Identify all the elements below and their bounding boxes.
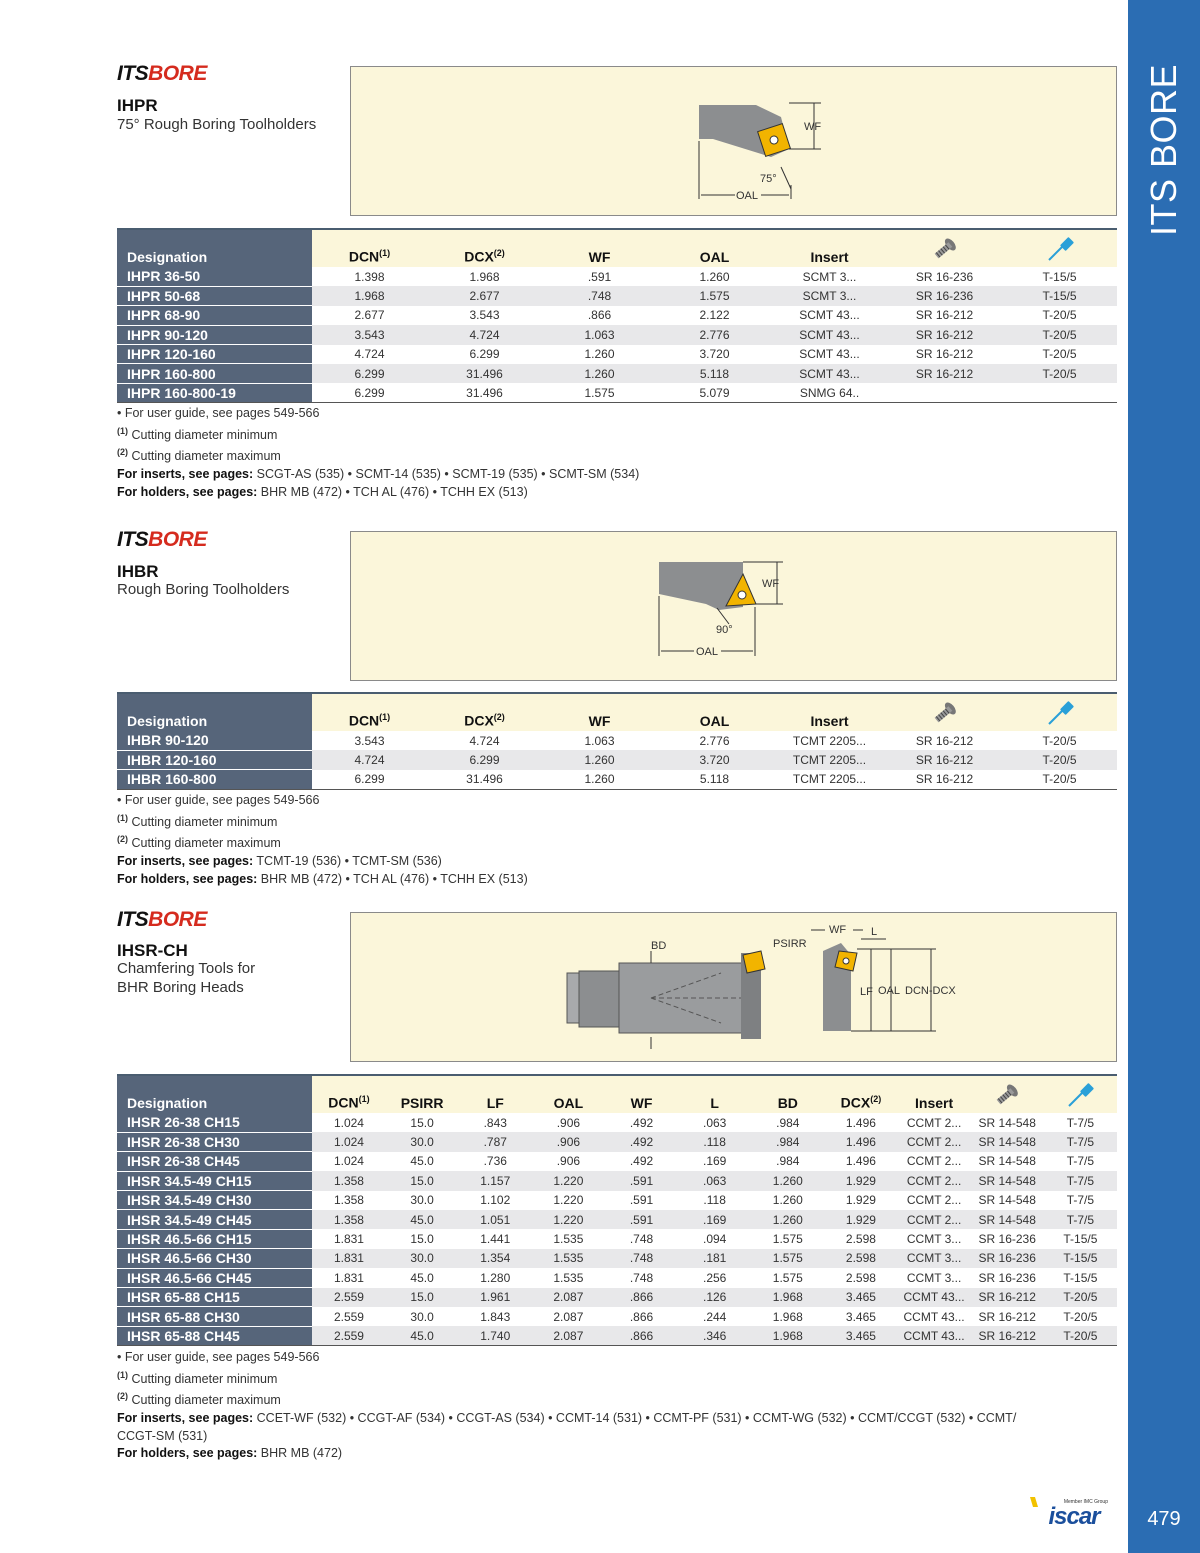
table-cell: .169	[678, 1152, 751, 1171]
table-cell: T-15/5	[1044, 1268, 1117, 1287]
row-designation: IHSR 26-38 CH45	[117, 1152, 312, 1171]
row-designation: IHPR 160-800-19	[117, 383, 312, 402]
table-cell: 1.929	[824, 1210, 897, 1229]
ihbr-diagram	[351, 532, 1118, 682]
table-cell: 1.535	[532, 1249, 605, 1268]
table-cell: SR 16-236	[971, 1229, 1044, 1248]
wf-label: WF	[762, 578, 780, 590]
table-cell: 1.535	[532, 1229, 605, 1248]
table-cell: CCMT 2...	[898, 1113, 971, 1132]
table-row	[117, 1307, 1117, 1326]
table-cell: 1.496	[824, 1113, 897, 1132]
table-cell: 1.740	[459, 1326, 532, 1345]
table-cell: .126	[678, 1288, 751, 1307]
model-title: IHBR	[117, 562, 159, 581]
table-cell: 1.831	[312, 1229, 385, 1248]
table-cell: CCMT 3...	[898, 1268, 971, 1287]
l-label: L	[871, 926, 878, 938]
table-cell: .748	[605, 1249, 678, 1268]
table-cell: 1.260	[751, 1191, 824, 1210]
table-cell: .787	[459, 1132, 532, 1151]
row-designation: IHPR 36-50	[117, 267, 312, 286]
wrench-key-icon	[1065, 1082, 1095, 1108]
lf-label: LF	[860, 986, 873, 998]
table-row	[117, 1326, 1117, 1345]
table-cell: 1.280	[459, 1268, 532, 1287]
table-cell: .591	[605, 1210, 678, 1229]
screw-icon	[992, 1082, 1022, 1108]
table-cell: SR 14-548	[971, 1191, 1044, 1210]
table-cell: .181	[678, 1249, 751, 1268]
table-cell: 1.441	[459, 1229, 532, 1248]
table-cell: 1.220	[532, 1171, 605, 1190]
table-cell: T-20/5	[1044, 1288, 1117, 1307]
table-cell: 1.024	[312, 1152, 385, 1171]
row-designation: IHBR 160-800	[117, 770, 312, 789]
model-title: IHSR-CH	[117, 941, 188, 960]
table-cell: CCMT 2...	[898, 1152, 971, 1171]
col-wf: WF	[605, 1075, 678, 1113]
bd-label: BD	[651, 940, 667, 952]
table-cell: T-7/5	[1044, 1152, 1117, 1171]
table-cell: 1.831	[312, 1268, 385, 1287]
table-cell: .591	[605, 1191, 678, 1210]
col-l: L	[678, 1075, 751, 1113]
table-cell: CCMT 43...	[898, 1288, 971, 1307]
col-oal: OAL	[532, 1075, 605, 1113]
row-designation: IHPR 90-120	[117, 325, 312, 344]
col-designation: Designation	[117, 229, 312, 267]
table-cell: SR 16-236	[971, 1268, 1044, 1287]
row-designation: IHPR 120-160	[117, 345, 312, 364]
wrench-key-icon	[1045, 700, 1075, 726]
ihpr-table: Designation DCN$^{(1)}$ DCX$^{(2)}$ WF OAL Insert IHPR 36-50 1.398 1.968 .591 1.260 SCMT 3... SR 16-236 T-15/5 IHPR 50-68 1.968 2.677 .748 1.575 SCMT 3... SR 16-236 T-15/5 IHPR 68-90 2.677 3.543 .866 2.122 SCMT 43... SR 16-212 T-20/5 IHPR 90-120 3.543 4.724 1.063 2.776 SCMT 43... SR 16-212 T-20/5 IHPR 120-160 4.724 6.299 1.260 3.720 SCMT 43... SR 16-212 T-20/5 IHPR 160-800 6.299 31.496 1.260 5.118 SCMT 43... SR 16-212 T-20/5 IHPR 160-800-19 6.299 31.496 1.575 5.079 SNMG 64..	[117, 228, 1117, 403]
table-cell: 1.968	[751, 1288, 824, 1307]
screw-icon	[930, 236, 960, 262]
table-cell: 1.358	[312, 1191, 385, 1210]
col-key	[1044, 1075, 1117, 1113]
table-cell: 2.598	[824, 1249, 897, 1268]
table-cell: .866	[605, 1326, 678, 1345]
table-cell: 1.157	[459, 1171, 532, 1190]
table-row	[117, 1288, 1117, 1307]
table-cell: 1.929	[824, 1191, 897, 1210]
table-cell: 1.831	[312, 1249, 385, 1268]
model-subtitle: Chamfering Tools for BHR Boring Heads	[117, 960, 256, 996]
table-cell: T-15/5	[1044, 1249, 1117, 1268]
angle-label: 75°	[760, 173, 777, 185]
table-cell: 2.598	[824, 1229, 897, 1248]
col-screw	[971, 1075, 1044, 1113]
table-cell: 1.535	[532, 1268, 605, 1287]
table-cell: T-7/5	[1044, 1132, 1117, 1151]
table-cell: .906	[532, 1113, 605, 1132]
table-cell: 3.465	[824, 1307, 897, 1326]
table-cell: 30.0	[386, 1249, 459, 1268]
col-wf: WF	[542, 693, 657, 731]
col-screw	[887, 693, 1002, 731]
table-cell: T-20/5	[1044, 1326, 1117, 1345]
col-dcx: DCX$^{(2)}$	[427, 229, 542, 267]
table-cell: 2.559	[312, 1307, 385, 1326]
table-cell: SR 14-548	[971, 1171, 1044, 1190]
table-cell: 2.087	[532, 1288, 605, 1307]
table-cell: 1.496	[824, 1152, 897, 1171]
table-cell: CCMT 2...	[898, 1171, 971, 1190]
model-subtitle: 75° Rough Boring Toolholders	[117, 116, 317, 133]
table-cell: 1.575	[751, 1249, 824, 1268]
table-cell: .984	[751, 1152, 824, 1171]
table-cell: .492	[605, 1152, 678, 1171]
table-cell: 1.102	[459, 1191, 532, 1210]
table-cell: SR 16-212	[971, 1307, 1044, 1326]
col-dcx: DCX$^{(2)}$	[824, 1075, 897, 1113]
brand-logo: ITSBORE	[117, 908, 207, 931]
table-cell: SR 14-548	[971, 1132, 1044, 1151]
table-cell: 15.0	[386, 1171, 459, 1190]
table-cell: 1.220	[532, 1191, 605, 1210]
table-cell: .244	[678, 1307, 751, 1326]
table-cell: SR 16-236	[971, 1249, 1044, 1268]
table-cell: 1.024	[312, 1132, 385, 1151]
row-designation: IHPR 50-68	[117, 286, 312, 305]
table-cell: .984	[751, 1113, 824, 1132]
col-screw	[887, 229, 1002, 267]
col-insert: Insert	[772, 229, 887, 267]
col-psirr: PSIRR	[386, 1075, 459, 1113]
col-insert: Insert	[772, 693, 887, 731]
table-cell: 1.961	[459, 1288, 532, 1307]
table-cell: 45.0	[386, 1268, 459, 1287]
col-bd: BD	[751, 1075, 824, 1113]
table-cell: 1.496	[824, 1132, 897, 1151]
col-oal: OAL	[657, 229, 772, 267]
table-cell: 15.0	[386, 1288, 459, 1307]
row-designation: IHSR 26-38 CH15	[117, 1113, 312, 1132]
drawing-box	[350, 912, 1117, 1062]
table-row	[117, 1268, 1117, 1287]
table-cell: 30.0	[386, 1191, 459, 1210]
angle-label: 90°	[716, 624, 733, 636]
table-cell: .984	[751, 1132, 824, 1151]
table-cell: T-7/5	[1044, 1191, 1117, 1210]
table-cell: 1.968	[751, 1307, 824, 1326]
table-cell: CCMT 3...	[898, 1249, 971, 1268]
table-cell: .906	[532, 1132, 605, 1151]
table-cell: .063	[678, 1113, 751, 1132]
table-cell: 30.0	[386, 1307, 459, 1326]
table-cell: SR 14-548	[971, 1113, 1044, 1132]
table-cell: 1.260	[751, 1171, 824, 1190]
table-cell: 3.465	[824, 1288, 897, 1307]
row-designation: IHSR 46.5-66 CH15	[117, 1229, 312, 1248]
table-cell: 2.087	[532, 1307, 605, 1326]
table-cell: T-7/5	[1044, 1171, 1117, 1190]
table-cell: 1.220	[532, 1210, 605, 1229]
model-title: IHPR	[117, 96, 158, 115]
table-cell: T-7/5	[1044, 1113, 1117, 1132]
col-dcn: DCN$^{(1)}$	[312, 229, 427, 267]
row-designation: IHSR 46.5-66 CH45	[117, 1268, 312, 1287]
table-cell: CCMT 3...	[898, 1229, 971, 1248]
oal-label: OAL	[696, 646, 719, 658]
ihpr-notes: • For user guide, see pages 549-566 $^{(1)}$ Cutting diameter minimum $^{(2)}$ Cutting diameter maximum For inserts, see pages: SCGT-AS (535) • SCMT-14 (535) • SCMT-19 (535) • SCMT-SM (534) For holders, see pages: BHR MB (472) • TCH AL (476) • TCHH EX (513)	[117, 406, 640, 499]
table-cell: 1.358	[312, 1171, 385, 1190]
table-cell: 45.0	[386, 1326, 459, 1345]
table-cell: 1.260	[751, 1210, 824, 1229]
ihpr-diagram	[351, 67, 1118, 217]
row-designation: IHPR 68-90	[117, 306, 312, 325]
table-cell: T-15/5	[1044, 1229, 1117, 1248]
table-row	[117, 1210, 1117, 1229]
col-oal: OAL	[657, 693, 772, 731]
table-row	[117, 1132, 1117, 1151]
side-title: ITS BORE	[1143, 63, 1184, 237]
oal-label: OAL	[736, 190, 759, 202]
table-cell: 1.968	[751, 1326, 824, 1345]
col-key	[1002, 229, 1117, 267]
table-cell: CCMT 43...	[898, 1307, 971, 1326]
wf-label: WF	[804, 121, 822, 133]
table-cell: SR 14-548	[971, 1152, 1044, 1171]
row-designation: IHSR 46.5-66 CH30	[117, 1249, 312, 1268]
table-cell: .866	[605, 1307, 678, 1326]
brand-logo: ITSBORE	[117, 528, 207, 551]
table-cell: 2.559	[312, 1326, 385, 1345]
table-cell: .063	[678, 1171, 751, 1190]
table-cell: .748	[605, 1229, 678, 1248]
table-cell: 15.0	[386, 1113, 459, 1132]
table-row	[117, 1229, 1117, 1248]
table-cell: 2.598	[824, 1268, 897, 1287]
table-cell: SR 14-548	[971, 1210, 1044, 1229]
table-cell: .906	[532, 1152, 605, 1171]
col-designation: Designation	[117, 1075, 312, 1113]
iscar-logo	[1030, 1497, 1120, 1527]
col-key	[1002, 693, 1117, 731]
table-cell: 3.465	[824, 1326, 897, 1345]
ihsr-notes: • For user guide, see pages 549-566 $^{(1)}$ Cutting diameter minimum $^{(2)}$ Cutting diameter maximum For inserts, see pages: CCET-WF (532) • CCGT-AF (534) • CCGT-AS (534) • CCMT-14 (531) • CCMT-PF (531) • CCMT-WG (532) • CCMT/CCGT (532) • CCMT/ CCGT-SM (531) For holders, see pages: BHR MB (472)	[117, 1350, 1017, 1461]
table-cell: 2.559	[312, 1288, 385, 1307]
table-cell: 1.051	[459, 1210, 532, 1229]
table-cell: CCMT 43...	[898, 1326, 971, 1345]
col-designation: Designation	[117, 693, 312, 731]
table-cell: 1.575	[751, 1229, 824, 1248]
table-cell: CCMT 2...	[898, 1132, 971, 1151]
ihbr-notes: • For user guide, see pages 549-566 $^{(1)}$ Cutting diameter minimum $^{(2)}$ Cutting diameter maximum For inserts, see pages: TCMT-19 (536) • TCMT-SM (536) For holders, see pages: BHR MB (472) • TCH AL (476) • TCHH EX (513)	[117, 793, 528, 886]
row-designation: IHSR 34.5-49 CH15	[117, 1171, 312, 1190]
oal-label: OAL	[878, 985, 901, 997]
row-designation: IHBR 120-160	[117, 750, 312, 769]
table-cell: .736	[459, 1152, 532, 1171]
drawing-box	[350, 531, 1117, 681]
col-dcx: DCX$^{(2)}$	[427, 693, 542, 731]
col-dcn: DCN$^{(1)}$	[312, 1075, 385, 1113]
psirr-label: PSIRR	[773, 938, 807, 950]
dcn-dcx-label: DCN-DCX	[905, 985, 956, 997]
logo-tagline: Member IMC Group	[1063, 1499, 1108, 1505]
table-cell: .256	[678, 1268, 751, 1287]
row-designation: IHSR 65-88 CH30	[117, 1307, 312, 1326]
screw-icon	[930, 700, 960, 726]
table-cell: .492	[605, 1132, 678, 1151]
table-cell: .866	[605, 1288, 678, 1307]
table-cell: SR 16-212	[971, 1288, 1044, 1307]
table-cell: .346	[678, 1326, 751, 1345]
table-cell: 1.024	[312, 1113, 385, 1132]
row-designation: IHBR 90-120	[117, 731, 312, 750]
brand-logo: ITSBORE	[117, 62, 207, 85]
col-insert: Insert	[898, 1075, 971, 1113]
table-row	[117, 1191, 1117, 1210]
table-cell: .492	[605, 1113, 678, 1132]
row-designation: IHSR 34.5-49 CH45	[117, 1210, 312, 1229]
table-cell: 30.0	[386, 1132, 459, 1151]
table-cell: SR 16-212	[971, 1326, 1044, 1345]
table-cell: 2.087	[532, 1326, 605, 1345]
col-lf: LF	[459, 1075, 532, 1113]
ihsr-table	[117, 1074, 1117, 1346]
row-designation: IHPR 160-800	[117, 364, 312, 383]
wrench-key-icon	[1045, 236, 1075, 262]
model-subtitle: Rough Boring Toolholders	[117, 581, 290, 598]
table-cell: .591	[605, 1171, 678, 1190]
table-cell: .118	[678, 1191, 751, 1210]
row-designation: IHSR 65-88 CH45	[117, 1326, 312, 1345]
row-designation: IHSR 65-88 CH15	[117, 1288, 312, 1307]
table-cell: .094	[678, 1229, 751, 1248]
table-row	[117, 1249, 1117, 1268]
ihbr-table: Designation DCN$^{(1)}$ DCX$^{(2)}$ WF OAL Insert IHBR 90-120 3.543 4.724 1.063 2.776 TCMT 2205... SR 16-212 T-20/5 IHBR 120-160 4.724 6.299 1.260 3.720 TCMT 2205... SR 16-212 T-20/5 IHBR 160-800 6.299 31.496 1.260 5.118 TCMT 2205... SR 16-212 T-20/5	[117, 692, 1117, 790]
table-cell: .748	[605, 1268, 678, 1287]
table-cell: 1.843	[459, 1307, 532, 1326]
logo-wordmark: iscar	[1048, 1503, 1100, 1527]
table-cell: 15.0	[386, 1229, 459, 1248]
table-cell: .843	[459, 1113, 532, 1132]
table-cell: 1.929	[824, 1171, 897, 1190]
col-dcn: DCN$^{(1)}$	[312, 693, 427, 731]
drawing-box	[350, 66, 1117, 216]
table-row	[117, 1171, 1117, 1190]
table-cell: 45.0	[386, 1210, 459, 1229]
table-row	[117, 1113, 1117, 1132]
table-cell: T-7/5	[1044, 1210, 1117, 1229]
col-wf: WF	[542, 229, 657, 267]
page-number: 479	[1147, 1508, 1181, 1530]
table-cell: 45.0	[386, 1152, 459, 1171]
table-cell: CCMT 2...	[898, 1191, 971, 1210]
table-cell: .118	[678, 1132, 751, 1151]
table-cell: 1.358	[312, 1210, 385, 1229]
wf-label: WF	[829, 924, 847, 936]
table-cell: CCMT 2...	[898, 1210, 971, 1229]
row-designation: IHSR 26-38 CH30	[117, 1132, 312, 1151]
table-row	[117, 1152, 1117, 1171]
table-cell: T-20/5	[1044, 1307, 1117, 1326]
table-cell: 1.575	[751, 1268, 824, 1287]
table-cell: 1.354	[459, 1249, 532, 1268]
table-cell: .169	[678, 1210, 751, 1229]
row-designation: IHSR 34.5-49 CH30	[117, 1191, 312, 1210]
ihsr-diagram	[351, 913, 1118, 1063]
